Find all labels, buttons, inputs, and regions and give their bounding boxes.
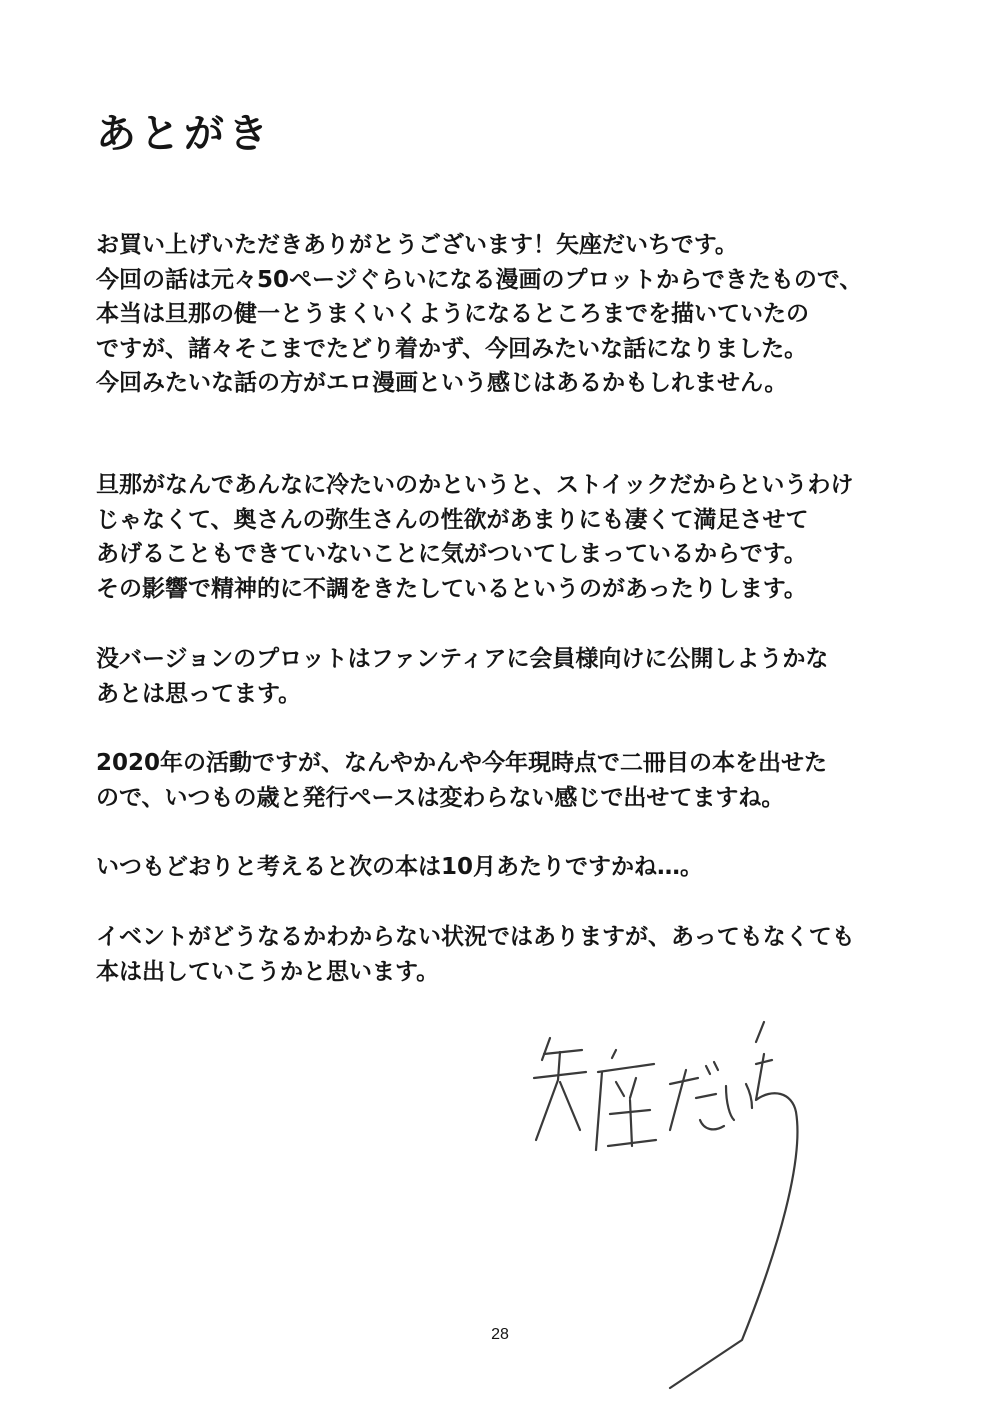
text-line: 旦那がなんであんなに冷たいのかというと、ストイックだからというわけ <box>96 472 854 498</box>
paragraph-next-book <box>96 850 703 885</box>
text-line: いつもどおりと考えると次の本は10月あたりですかね…。 <box>96 854 704 880</box>
paragraph-greeting <box>96 228 862 401</box>
text-line: 今回みたいな話の方がエロ漫画という感じはあるかもしれません。 <box>96 370 788 396</box>
text-line: 今回の話は元々50ページぐらいになる漫画のプロットからできたもので、 <box>96 266 863 293</box>
text-line: あとは思ってます。 <box>96 680 302 707</box>
text-line: あげることもできていないことに気がついてしまっているからです。 <box>96 541 807 567</box>
text-line: じゃなくて、奥さんの弥生さんの性欲があまりにも凄くて満足させて <box>96 506 809 533</box>
text-line: 本は出していこうかと思います。 <box>96 958 440 985</box>
text-line: 没バージョンのプロットはファンティアに会員様向けに公開しようかな <box>96 646 829 672</box>
text-line: 本当は旦那の健一とうまくいくようになるところまでを描いていたの <box>96 301 809 327</box>
text-line: 2020年の活動ですが、なんやかんや今年現時点で二冊目の本を出せた <box>96 750 828 776</box>
paragraph-husband <box>96 468 853 606</box>
text-line: その影響で精神的に不調をきたしているというのがあったりします。 <box>96 575 807 602</box>
page-number: 28 <box>491 1326 509 1343</box>
paragraph-events <box>96 920 855 989</box>
text-line: イベントがどうなるかわからない状況ではありますが、あってもなくても <box>96 924 855 950</box>
paragraph-activity-2020 <box>96 746 827 815</box>
text-line: ですが、諸々そこまでたどり着かず、今回みたいな話になりました。 <box>96 335 808 362</box>
text-line: ので、いつもの歳と発行ペースは変わらない感じで出せてますね。 <box>96 784 785 811</box>
paragraph-rejected-plot <box>96 642 828 711</box>
handwritten-signature <box>520 1020 820 1390</box>
text-line: お買い上げいただきありがとうございます！矢座だいちです。 <box>96 232 738 258</box>
page-title: あとがき <box>96 111 272 157</box>
